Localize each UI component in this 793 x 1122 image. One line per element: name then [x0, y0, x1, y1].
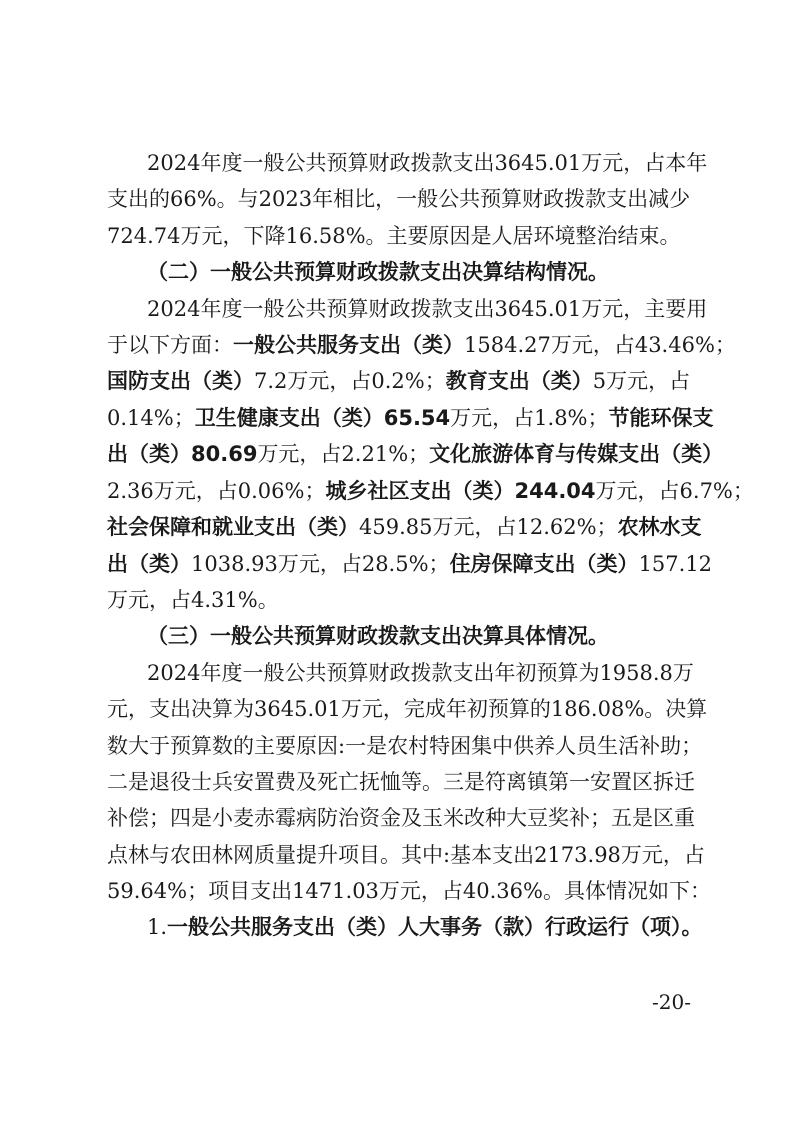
body-text: 1584.27万元，占43.46%； — [464, 333, 736, 357]
text-line — [147, 296, 708, 322]
bold-text: 国防支出（类） — [107, 369, 254, 393]
text-line — [107, 587, 690, 613]
body-text: 万元，占1.8%； — [450, 406, 609, 430]
text-line — [147, 259, 690, 285]
text-line — [147, 914, 703, 940]
text-line — [147, 623, 690, 649]
body-text: 于以下方面： — [107, 333, 233, 357]
text-line — [107, 551, 713, 577]
body-text: 157.12 — [638, 552, 713, 576]
body-text: 1. — [147, 915, 168, 939]
body-text: 2.36万元，占0.06%； — [107, 479, 326, 503]
page-number: -20- — [652, 990, 691, 1014]
bold-text: 卫生健康支出（类）65.54 — [194, 406, 451, 430]
body-text: 支出的66%。与2023年相比，一般公共预算财政拨款支出减少 — [107, 187, 691, 211]
text-line — [107, 368, 690, 394]
text-line — [107, 405, 714, 431]
text-line — [107, 223, 690, 249]
text-line — [107, 514, 702, 540]
text-line — [147, 150, 708, 176]
body-text: 二是退役士兵安置费及死亡抚恤等。三是符离镇第一安置区拆迁 — [107, 770, 695, 794]
body-text: 2024年度一般公共预算财政拨款支出年初预算为1958.8万 — [147, 661, 694, 685]
bold-text: 住房保障支出（类） — [449, 552, 639, 576]
bold-text: 出（类） — [107, 552, 191, 576]
text-line — [107, 878, 711, 904]
text-line — [107, 733, 703, 759]
text-line — [107, 478, 754, 504]
body-text: 2024年度一般公共预算财政拨款支出3645.01万元，主要用 — [147, 297, 708, 321]
body-text: 2024年度一般公共预算财政拨款支出3645.01万元，占本年 — [147, 151, 708, 175]
body-text: 59.64%；项目支出1471.03万元，占40.36%。具体情况如下： — [107, 879, 711, 903]
body-text: 万元，占4.31%。 — [107, 588, 279, 612]
text-line — [107, 332, 736, 358]
body-text: 补偿；四是小麦赤霉病防治资金及玉米改种大豆奖补；五是区重 — [107, 806, 695, 830]
body-text: 459.85万元，占12.62%； — [359, 515, 618, 539]
bold-text: 社会保障和就业支出（类） — [107, 515, 359, 539]
text-line — [107, 805, 695, 831]
bold-text: 城乡社区支出（类）244.04 — [325, 479, 596, 503]
body-text: 1038.93万元，占28.5%； — [191, 552, 450, 576]
body-text: 元，支出决算为3645.01万元，完成年初预算的186.08%。决算 — [107, 697, 708, 721]
bold-text: 出（类）80.69 — [107, 442, 258, 466]
body-text: 数大于预算数的主要原因:一是农村特困集中供养人员生活补助； — [107, 734, 703, 758]
bold-text: 教育支出（类） — [445, 369, 593, 393]
body-text: 5万元，占 — [592, 369, 691, 393]
body-text: 万元，占6.7%； — [595, 479, 754, 503]
text-line — [147, 660, 694, 686]
body-text: 7.2万元，占0.2%； — [254, 369, 446, 393]
text-line — [107, 769, 695, 795]
text-line — [107, 186, 690, 212]
bold-text: 农林水支 — [617, 515, 702, 539]
bold-text: 一般公共服务支出（类）人大事务（款）行政运行（项）。 — [167, 915, 703, 939]
bold-text: 节能环保支 — [608, 406, 714, 430]
bold-text: （三）一般公共预算财政拨款支出决算具体情况。 — [147, 624, 609, 648]
body-text: 0.14%； — [107, 406, 195, 430]
text-line — [107, 696, 708, 722]
text-line — [107, 441, 724, 467]
bold-text: （二）一般公共预算财政拨款支出决算结构情况。 — [147, 260, 609, 284]
body-text: 万元，占2.21%； — [257, 442, 430, 466]
bold-text: 一般公共服务支出（类） — [233, 333, 464, 357]
body-text: 724.74万元，下降16.58%。主要原因是人居环境整治结束。 — [107, 224, 681, 248]
text-line — [107, 842, 705, 868]
body-text: 点林与农田林网质量提升项目。其中:基本支出2173.98万元，占 — [107, 843, 705, 867]
bold-text: 文化旅游体育与传媒支出（类） — [429, 442, 724, 466]
